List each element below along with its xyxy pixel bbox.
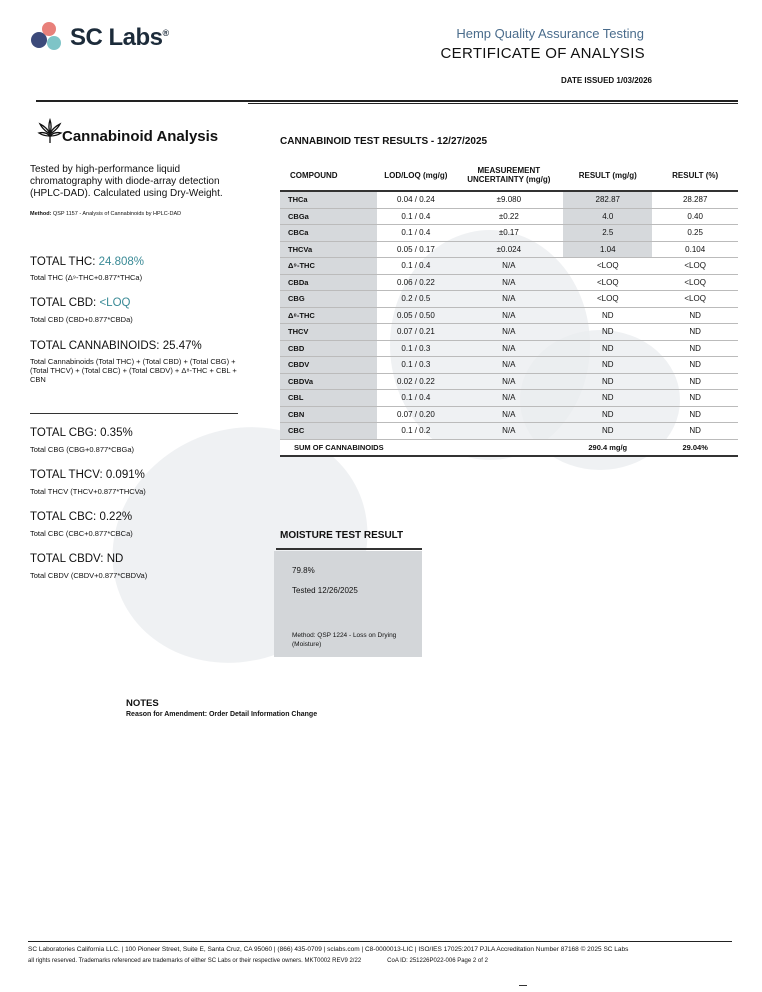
table-row <box>280 357 738 374</box>
compound-cell: Δ⁸-THC <box>280 307 377 324</box>
total-thc-formula: Total THC (Δ⁹-THC+0.877*THCa) <box>30 273 143 282</box>
table-row <box>280 340 738 357</box>
result-mg-cell: <LOQ <box>563 258 652 275</box>
compound-cell: CBC <box>280 423 377 440</box>
compound-cell: CBL <box>280 390 377 407</box>
table-row <box>280 191 738 208</box>
table-row <box>280 208 738 225</box>
lod-loq-cell: 0.1 / 0.3 <box>377 357 454 374</box>
result-pct-cell: ND <box>652 390 738 407</box>
table-row <box>280 307 738 324</box>
header-subtitle: Hemp Quality Assurance Testing <box>456 26 644 41</box>
divider <box>30 413 238 414</box>
uncertainty-cell: N/A <box>455 274 564 291</box>
result-mg-cell: 282.87 <box>563 191 652 208</box>
uncertainty-cell: ±0.024 <box>455 241 564 258</box>
uncertainty-cell: N/A <box>455 423 564 440</box>
result-mg-cell: ND <box>563 423 652 440</box>
document-title: CERTIFICATE OF ANALYSIS <box>440 45 645 62</box>
total-cbdv: TOTAL CBDV: ND <box>30 553 124 565</box>
compound-cell: THCa <box>280 191 377 208</box>
uncertainty-cell: N/A <box>455 406 564 423</box>
page-mark <box>519 985 527 986</box>
compound-cell: CBD <box>280 340 377 357</box>
result-mg-cell: ND <box>563 406 652 423</box>
total-cbdv-formula: Total CBDV (CBDV+0.877*CBDVa) <box>30 571 148 580</box>
moisture-value: 79.8% <box>292 566 315 575</box>
sum-label: SUM OF CANNABINOIDS <box>280 439 563 456</box>
brand-name: SC Labs® <box>70 24 169 51</box>
moisture-method: Method: QSP 1224 - Loss on Drying (Moisture) <box>292 632 397 648</box>
compound-cell: THCVa <box>280 241 377 258</box>
uncertainty-cell: N/A <box>455 357 564 374</box>
total-cbd: TOTAL CBD: <LOQ <box>30 297 131 309</box>
header-rule <box>36 100 738 102</box>
table-row <box>280 406 738 423</box>
result-pct-cell: <LOQ <box>652 258 738 275</box>
lod-loq-cell: 0.04 / 0.24 <box>377 191 454 208</box>
uncertainty-cell: N/A <box>455 340 564 357</box>
moisture-title: MOISTURE TEST RESULT <box>280 530 404 541</box>
lod-loq-cell: 0.05 / 0.50 <box>377 307 454 324</box>
compound-cell: CBG <box>280 291 377 308</box>
result-mg-cell: 2.5 <box>563 225 652 242</box>
result-mg-cell: ND <box>563 324 652 341</box>
table-row <box>280 324 738 341</box>
total-cannabinoids-formula: Total Cannabinoids (Total THC) + (Total CBD) + (Total CBG) + (Total THCV) + (Total CBC) + (Total CBDV) + Δ⁸-THC + CBL + CBN <box>30 357 237 384</box>
result-pct-cell: ND <box>652 307 738 324</box>
notes-text: Reason for Amendment: Order Detail Information Change <box>126 711 318 718</box>
column-header: RESULT (mg/g) <box>563 160 652 191</box>
table-row <box>280 241 738 258</box>
result-pct-cell: 0.104 <box>652 241 738 258</box>
result-pct-cell: 0.40 <box>652 208 738 225</box>
analysis-method: Method: QSP 1157 - Analysis of Cannabinoids by HPLC-DAD <box>30 211 182 217</box>
uncertainty-cell: N/A <box>455 291 564 308</box>
column-header: COMPOUND <box>280 160 377 191</box>
table-header-row <box>280 160 738 191</box>
lod-loq-cell: 0.06 / 0.22 <box>377 274 454 291</box>
result-mg-cell: 1.04 <box>563 241 652 258</box>
lod-loq-cell: 0.1 / 0.4 <box>377 225 454 242</box>
result-mg-cell: 4.0 <box>563 208 652 225</box>
compound-cell: CBDa <box>280 274 377 291</box>
compound-cell: CBDV <box>280 357 377 374</box>
uncertainty-cell: N/A <box>455 390 564 407</box>
uncertainty-cell: N/A <box>455 324 564 341</box>
column-header: LOD/LOQ (mg/g) <box>377 160 454 191</box>
uncertainty-cell: ±0.22 <box>455 208 564 225</box>
moisture-rule <box>276 548 422 550</box>
lod-loq-cell: 0.02 / 0.22 <box>377 373 454 390</box>
table-row <box>280 423 738 440</box>
compound-cell: THCV <box>280 324 377 341</box>
total-thcv: TOTAL THCV: 0.091% <box>30 469 145 481</box>
result-pct-cell: 28.287 <box>652 191 738 208</box>
result-mg-cell: ND <box>563 357 652 374</box>
lod-loq-cell: 0.1 / 0.4 <box>377 390 454 407</box>
result-pct-cell: ND <box>652 406 738 423</box>
compound-cell: CBDVa <box>280 373 377 390</box>
total-cbc: TOTAL CBC: 0.22% <box>30 511 133 523</box>
table-row <box>280 258 738 275</box>
analysis-description: Tested by high-performance liquid chromatography with diode-array detection (HPLC-DAD). Calculated using Dry-Weight. <box>30 164 223 199</box>
compound-cell: Δ⁹-THC <box>280 258 377 275</box>
uncertainty-cell: N/A <box>455 258 564 275</box>
table-row <box>280 373 738 390</box>
result-pct-cell: <LOQ <box>652 274 738 291</box>
result-pct-cell: ND <box>652 357 738 374</box>
total-thc: TOTAL THC: 24.808% <box>30 256 144 268</box>
result-mg-cell: <LOQ <box>563 291 652 308</box>
result-pct-cell: ND <box>652 324 738 341</box>
coa-id: CoA ID: 251226P022-006 <box>387 958 456 964</box>
results-table <box>280 160 738 457</box>
table-row <box>280 274 738 291</box>
footer-rule <box>28 941 732 942</box>
notes-heading: NOTES <box>126 698 159 709</box>
section-title: Cannabinoid Analysis <box>62 128 219 145</box>
column-header: MEASUREMENT UNCERTAINTY (mg/g) <box>455 160 564 191</box>
table-row <box>280 390 738 407</box>
lod-loq-cell: 0.05 / 0.17 <box>377 241 454 258</box>
brand-logo-icon <box>30 20 66 54</box>
result-pct-cell: ND <box>652 340 738 357</box>
uncertainty-cell: N/A <box>455 307 564 324</box>
compound-cell: CBCa <box>280 225 377 242</box>
moisture-tested-date: Tested 12/26/2025 <box>292 586 358 595</box>
result-pct-cell: ND <box>652 423 738 440</box>
table-row <box>280 291 738 308</box>
sum-row <box>280 439 738 456</box>
date-issued: DATE ISSUED 1/03/2026 <box>560 76 652 85</box>
lod-loq-cell: 0.07 / 0.21 <box>377 324 454 341</box>
column-header: RESULT (%) <box>652 160 738 191</box>
uncertainty-cell: ±0.17 <box>455 225 564 242</box>
footer-line-2: all rights reserved. Trademarks referenced are trademarks of either SC Labs or their respective owners. MKT0002 REV9 2/22 CoA ID: 251226P022-006 Page 2 of 2 <box>28 958 488 964</box>
result-mg-cell: ND <box>563 307 652 324</box>
result-pct-cell: 0.25 <box>652 225 738 242</box>
lod-loq-cell: 0.07 / 0.20 <box>377 406 454 423</box>
lod-loq-cell: 0.1 / 0.4 <box>377 208 454 225</box>
result-pct-cell: <LOQ <box>652 291 738 308</box>
result-mg-cell: ND <box>563 390 652 407</box>
result-pct-cell: ND <box>652 373 738 390</box>
result-mg-cell: ND <box>563 373 652 390</box>
total-cbg-formula: Total CBG (CBG+0.877*CBGa) <box>30 445 135 454</box>
header-rule-secondary <box>248 103 738 104</box>
uncertainty-cell: N/A <box>455 373 564 390</box>
total-cbd-formula: Total CBD (CBD+0.877*CBDa) <box>30 315 133 324</box>
total-cbg: TOTAL CBG: 0.35% <box>30 427 133 439</box>
lod-loq-cell: 0.1 / 0.2 <box>377 423 454 440</box>
compound-cell: CBN <box>280 406 377 423</box>
uncertainty-cell: ±9.080 <box>455 191 564 208</box>
cannabis-leaf-icon <box>36 118 64 146</box>
total-cannabinoids: TOTAL CANNABINOIDS: 25.47% <box>30 340 202 352</box>
table-row <box>280 225 738 242</box>
lod-loq-cell: 0.1 / 0.3 <box>377 340 454 357</box>
result-mg-cell: ND <box>563 340 652 357</box>
compound-cell: CBGa <box>280 208 377 225</box>
lod-loq-cell: 0.1 / 0.4 <box>377 258 454 275</box>
total-cbc-formula: Total CBC (CBC+0.877*CBCa) <box>30 529 133 538</box>
sum-mg: 290.4 mg/g <box>563 439 652 456</box>
results-title: CANNABINOID TEST RESULTS - 12/27/2025 <box>280 136 488 147</box>
total-thcv-formula: Total THCV (THCV+0.877*THCVa) <box>30 487 146 496</box>
lod-loq-cell: 0.2 / 0.5 <box>377 291 454 308</box>
page-number: Page 2 of 2 <box>457 958 488 964</box>
result-mg-cell: <LOQ <box>563 274 652 291</box>
sum-pct: 29.04% <box>652 439 738 456</box>
footer-line-1: SC Laboratories California LLC. | 100 Pioneer Street, Suite E, Santa Cruz, CA 95060 | (866) 435-0709 | sclabs.com | C8-0000013-LIC | ISO/IES 17025:2017 PJLA Accreditation Number 87168 © 2025 SC Labs <box>28 946 629 953</box>
